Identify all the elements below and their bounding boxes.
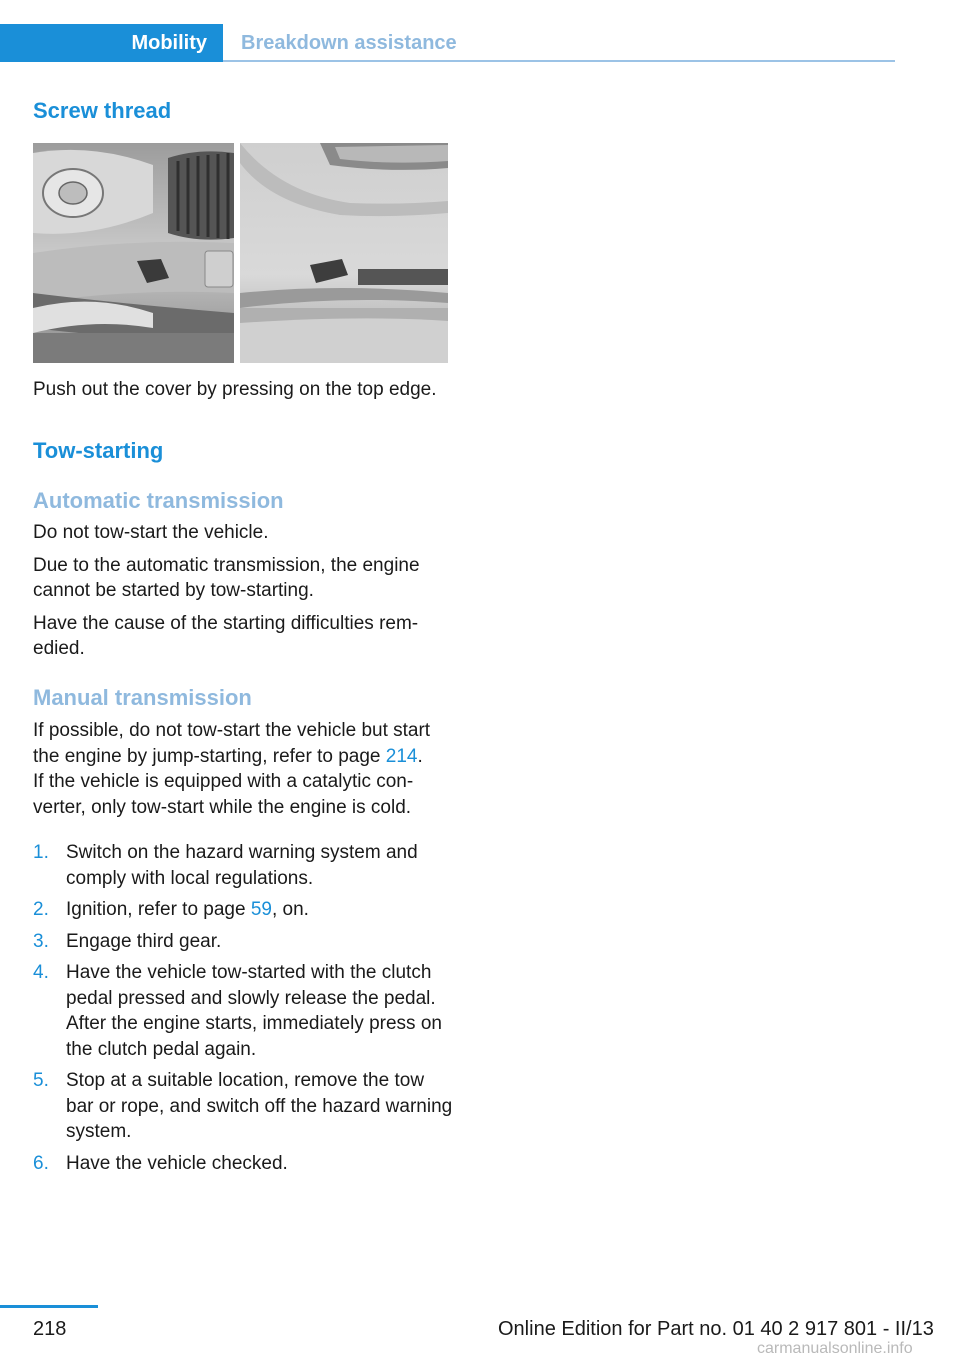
list-item	[33, 1068, 453, 1145]
step-number: 6.	[33, 1152, 49, 1174]
list-item	[33, 960, 453, 1062]
rear-bumper-photo	[240, 143, 448, 363]
step-text: Engage third gear.	[66, 930, 222, 952]
header-rule	[223, 60, 895, 62]
list-item	[33, 929, 453, 955]
footer-rule	[0, 1305, 98, 1308]
manual-para-1-text: If possible, do not tow-start the vehicle but start the engine by jump-starting, refer to page	[33, 720, 431, 767]
main-content	[33, 98, 451, 124]
manual-para-2: If the vehicle is equipped with a catalytic converter, only tow-start while the engine is cold.	[33, 771, 414, 818]
manual-transmission-body	[33, 718, 453, 1176]
front-bumper-photo	[33, 143, 234, 363]
automatic-para-2: Due to the automatic transmission, the engine cannot be started by tow-starting.	[33, 554, 420, 601]
step-text: Switch on the hazard warning system and comply with local regulations.	[66, 842, 418, 889]
step-number: 4.	[33, 962, 49, 983]
step-text: Have the vehicle checked.	[66, 1152, 288, 1174]
step-number: 3.	[33, 930, 49, 952]
screw-thread-caption: Push out the cover by pressing on the top edge.	[33, 379, 437, 400]
automatic-para-3: Have the cause of the starting difficulties remedied.	[33, 612, 419, 659]
edition-text: Online Edition for Part no. 01 40 2 917 801 - II/13	[498, 1318, 934, 1340]
step-text: Have the vehicle tow-started with the clutch pedal pressed and slowly release the pedal. After the engine starts, immediately press on the clutch pedal again.	[66, 962, 442, 1060]
watermark: carmanualsonline.info	[757, 1340, 913, 1357]
step-text-end: , on.	[271, 899, 309, 920]
chapter-tab[interactable]: Mobility	[0, 24, 223, 62]
page-link-214[interactable]: 214	[385, 745, 418, 767]
automatic-transmission-body	[33, 520, 453, 662]
step-text: Ignition, refer to page	[66, 899, 251, 920]
step-text: Stop at a suitable location, remove the tow bar or rope, and switch off the hazard warning system.	[66, 1070, 453, 1142]
page-number: 218	[33, 1318, 67, 1340]
list-item	[33, 1151, 453, 1177]
tow-start-steps	[33, 840, 453, 1176]
automatic-transmission-heading: Automatic transmission	[33, 488, 284, 513]
step-number: 2.	[33, 899, 49, 920]
step-number: 5.	[33, 1070, 49, 1091]
page-link-59[interactable]: 59	[250, 899, 272, 920]
step-number: 1.	[33, 842, 49, 863]
section-title: Breakdown assistance	[241, 31, 457, 54]
manual-para-1	[33, 718, 453, 769]
manual-para-1-end: .	[417, 745, 423, 767]
screw-thread-photos	[33, 143, 448, 363]
list-item	[33, 897, 453, 923]
list-item	[33, 840, 453, 891]
screw-thread-heading: Screw thread	[33, 98, 172, 123]
page-header	[0, 24, 895, 62]
manual-transmission-heading: Manual transmission	[33, 685, 252, 710]
automatic-para-1: Do not tow-start the vehicle.	[33, 522, 269, 543]
tow-starting-heading: Tow-starting	[33, 438, 164, 463]
